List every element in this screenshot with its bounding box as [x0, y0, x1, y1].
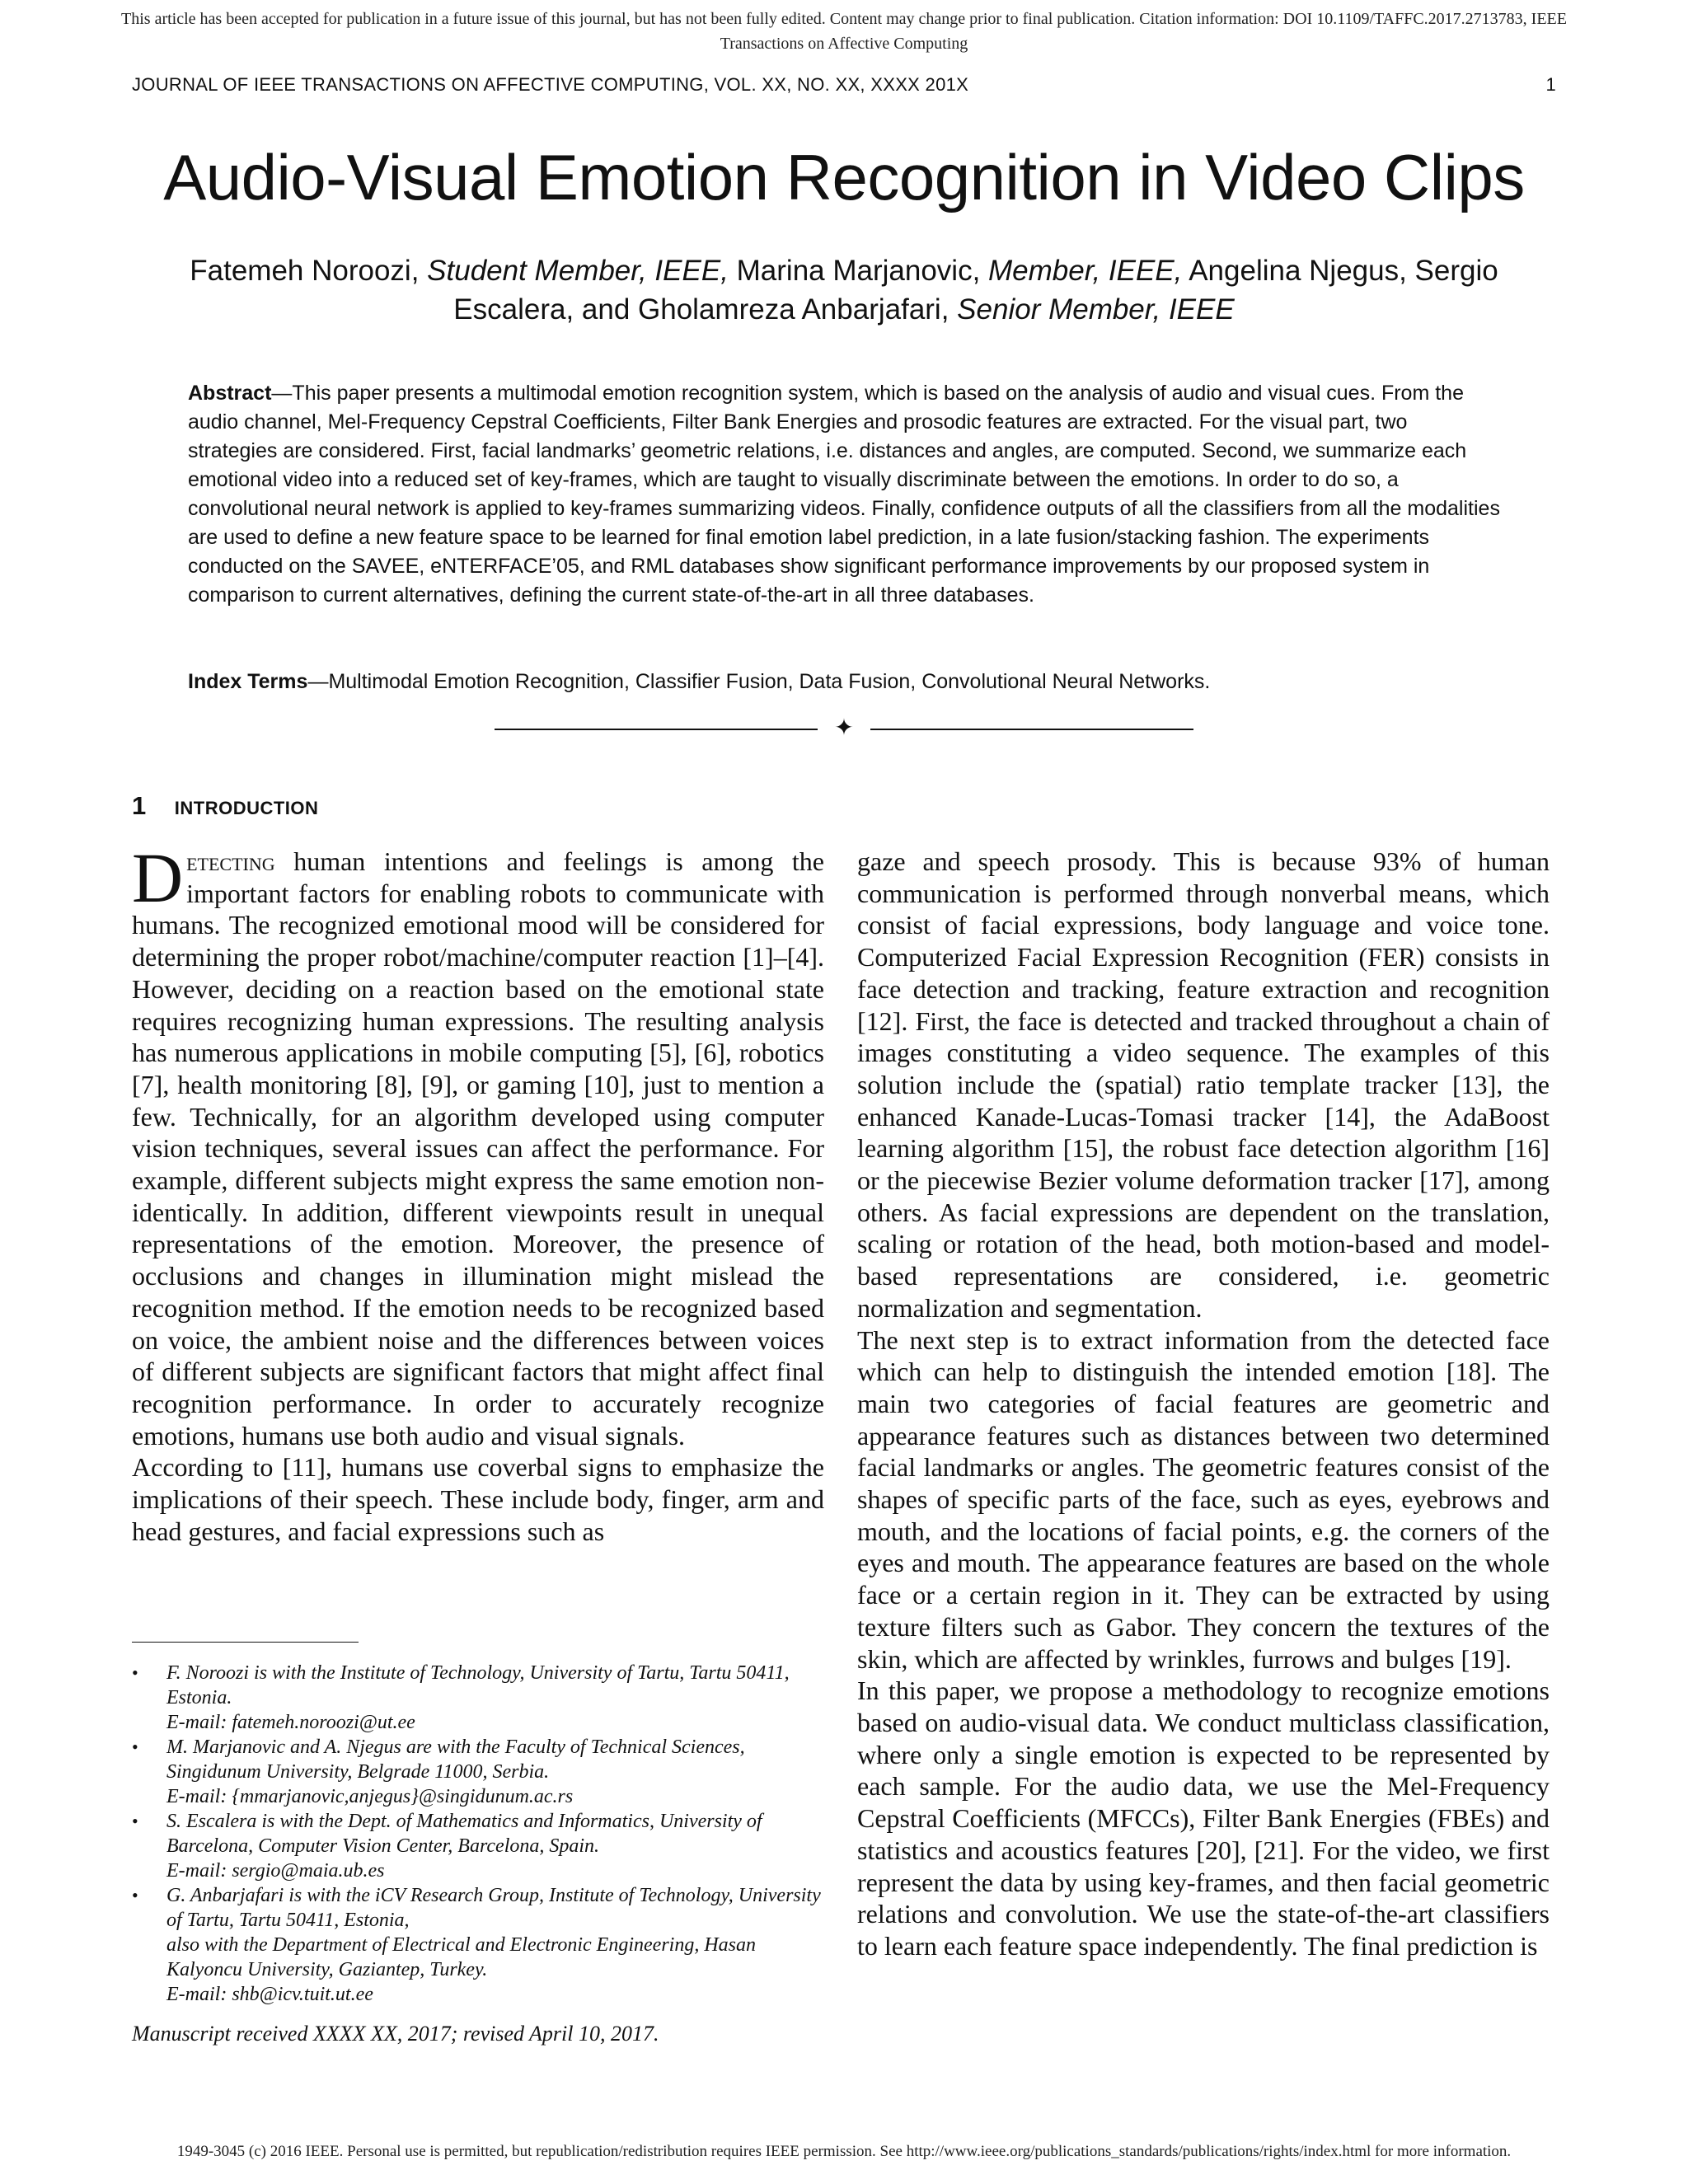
abstract-text: —This paper presents a multimodal emotion recognition system, which is based on the analysis of audio and visual cues. From the audio channel, Mel-Frequency Cepstral Coefficients, Filter Bank Energies and prosodic features are extracted. For the visual part, two strategies are considered. First, facial landmarks’ geometric relations, i.e. distances and angles, are computed. Second, we summarize each emotional video into a reduced set of key-frames, which are taught to visually discriminate between the emotions. In order to do so, a convolutional neural network is applied to key-frames summarizing videos. Finally, confidence outputs of all the classifiers from all the modalities are used to define a new feature space to be learned for final emotion label prediction, in a late fusion/stacking fashion. The experiments conducted on the SAVEE, eNTERFACE’05, and RML databases show significant performance improvements by our proposed system in comparison to current alternatives, defining the current state-of-the-art in all three databases. [188, 382, 1500, 607]
author-1: Fatemeh Noroozi, [190, 255, 428, 287]
body-column-left [132, 838, 824, 1547]
acceptance-notice [0, 7, 1688, 56]
bullet-icon: • [132, 1811, 138, 1831]
abstract-label: Abstract [188, 382, 272, 405]
footnote-email: E-mail: fatemeh.noroozi@ut.ee [166, 1712, 415, 1733]
bullet-icon: • [132, 1736, 138, 1757]
footnote-item [132, 1883, 824, 2007]
section-number: 1 [132, 791, 147, 820]
drop-cap: D [132, 838, 184, 917]
section-heading [132, 791, 318, 821]
footnote-email: E-mail: shb@icv.tuit.ut.ee [166, 1984, 373, 2005]
abstract [188, 379, 1500, 610]
body-column-right [857, 846, 1550, 1962]
paragraph-1 [132, 838, 824, 1451]
footnote-item [132, 1661, 824, 1735]
footnote-line: also with the Department of Electrical and Electronic Engineering, Hasan Kalyoncu University, Gaziantep, Turkey. [166, 1934, 756, 1980]
footnote-line: S. Escalera is with the Dept. of Mathematics and Informatics, University of Barcelona, Computer Vision Center, Barcelona, Spain. [166, 1811, 762, 1857]
copyright-footer: 1949-3045 (c) 2016 IEEE. Personal use is permitted, but republication/redistribution requires IEEE permission. See http://www.ieee.org/publications_standards/publications/rights/index.html for more information. [176, 2143, 1512, 2160]
acceptance-notice-line2: Transactions on Affective Computing [720, 35, 968, 53]
author-list [148, 251, 1540, 329]
paragraph-2-part-1: According to [11], humans use coverbal signs to emphasize the implications of their speech. These include body, finger, arm and head gestures, and facial expressions such as [132, 1452, 824, 1546]
index-terms-label: Index Terms [188, 670, 308, 693]
running-head [132, 74, 1556, 96]
bullet-icon: • [132, 1885, 138, 1905]
divider-rule-left [495, 729, 818, 730]
paragraph-1-text: human intentions and feelings is among the important factors for enabling robots to communicate with humans. The recognized emotional mood will be considered for determining the proper robot/machine/computer reaction [1]–[4]. However, deciding on a reaction based on the emotional state requires recognizing human expressions. The resulting analysis has numerous applications in mobile computing [5], [6], robotics [7], health monitoring [8], [9], or gaming [10], just to mention a few. Technically, for an algorithm developed using computer vision techniques, several issues can affect the performance. For example, different subjects might express the same emotion non-identically. In addition, different viewpoints result in unequal representations of the emotion. Moreover, the presence of occlusions and changes in illumination might mislead the recognition method. If the emotion needs to be recognized based on voice, the ambient noise and the differences between voices of different subjects are significant factors that might affect final recognition performance. In order to accurately recognize emotions, humans use both audio and visual signals. [132, 846, 824, 1451]
author-3: Angelina Njegus, Sergio Escalera, and Gholamreza Anbarjafari, [453, 255, 1498, 326]
divider-ornament-icon: ✦ [834, 714, 854, 741]
acceptance-notice-line1: This article has been accepted for publication in a future issue of this journal, but has not been fully edited. Content may change prior to final publication. Citation information: DOI 10.1109/TAFFC.2017.2713783, IEEE [121, 10, 1567, 28]
divider-rule-right [870, 729, 1193, 730]
manuscript-dates: Manuscript received XXXX XX, 2017; revised April 10, 2017. [132, 2022, 659, 2046]
footnote-line: G. Anbarjafari is with the iCV Research Group, Institute of Technology, University of Tartu, Tartu 50411, Estonia, [166, 1885, 821, 1931]
page-number: 1 [1545, 74, 1556, 95]
footnote-email: E-mail: sergio@maia.ub.es [166, 1860, 385, 1882]
footnote-item [132, 1735, 824, 1809]
author-2: Marina Marjanovic, [728, 255, 989, 287]
paragraph-3: The next step is to extract information from the detected face which can help to distinguish the intended emotion [18]. The main two categories of facial features are geometric and appearance features such as distances between two determined facial landmarks or angles. The geometric features consist of the shapes of specific parts of the face, such as eyes, eyebrows and mouth, and the locations of facial points, e.g. the corners of the eyes and mouth. The appearance features are based on the whole face or a certain region in it. They can be extracted by using texture filters such as Gabor. They concern the textures of the skin, which are affected by wrinkles, furrows and bulges [19]. [857, 1324, 1550, 1674]
author-2-role: Member, IEEE, [988, 255, 1183, 287]
author-footnotes [132, 1661, 824, 2007]
footnote-item [132, 1809, 824, 1883]
journal-name: JOURNAL OF IEEE TRANSACTIONS ON AFFECTIVE COMPUTING, VOL. XX, NO. XX, XXXX 201X [132, 74, 969, 95]
footnote-line: F. Noroozi is with the Institute of Technology, University of Tartu, Tartu 50411, Estonia. [166, 1662, 790, 1708]
paragraph-4: In this paper, we propose a methodology to recognize emotions based on audio-visual data. We conduct multiclass classification, where only a single emotion is expected to be represented by each sample. For the audio data, we use the Mel-Frequency Cepstral Coefficients (MFCCs), Filter Bank Energies (FBEs) and statistics and acoustics features [20], [21]. For the video, we first represent the data by using key-frames, and then facial geometric relations and convolution. We use the state-of-the-art classifiers to learn each feature space independently. The final prediction is [857, 1675, 1550, 1961]
footnote-email: E-mail: {mmarjanovic,anjegus}@singidunum.ac.rs [166, 1786, 574, 1807]
paragraph-2-part-2: gaze and speech prosody. This is because 93% of human communication is performed through nonverbal means, which consist of facial expressions, body language and voice tone. Computerized Facial Expression Recognition (FER) consists in face detection and tracking, feature extraction and recognition [12]. First, the face is detected and tracked throughout a chain of images constituting a video sequence. The examples of this solution include the (spatial) ratio template tracker [13], the enhanced Kanade-Lucas-Tomasi tracker [14], the AdaBoost learning algorithm [15], the robust face detection algorithm [16] or the piecewise Bezier volume deformation tracker [17], among others. As facial expressions are dependent on the translation, scaling or rotation of the head, both motion-based and model-based representations are considered, i.e. geometric normalization and segmentation. [857, 846, 1550, 1323]
index-terms-text: —Multimodal Emotion Recognition, Classifier Fusion, Data Fusion, Convolutional Neural Networks. [307, 670, 1211, 693]
footnote-rule [132, 1642, 359, 1643]
footnote-line: M. Marjanovic and A. Njegus are with the Faculty of Technical Sciences, Singidunum University, Belgrade 11000, Serbia. [166, 1736, 745, 1783]
author-3-role: Senior Member, IEEE [957, 293, 1235, 326]
author-1-role: Student Member, IEEE, [427, 255, 729, 287]
section-divider [495, 715, 1193, 740]
section-title: introduction [174, 791, 319, 820]
index-terms [188, 668, 1500, 696]
bullet-icon: • [132, 1662, 138, 1683]
lead-word: etecting [186, 846, 275, 876]
paper-title: Audio-Visual Emotion Recognition in Video Clips [163, 141, 1525, 213]
